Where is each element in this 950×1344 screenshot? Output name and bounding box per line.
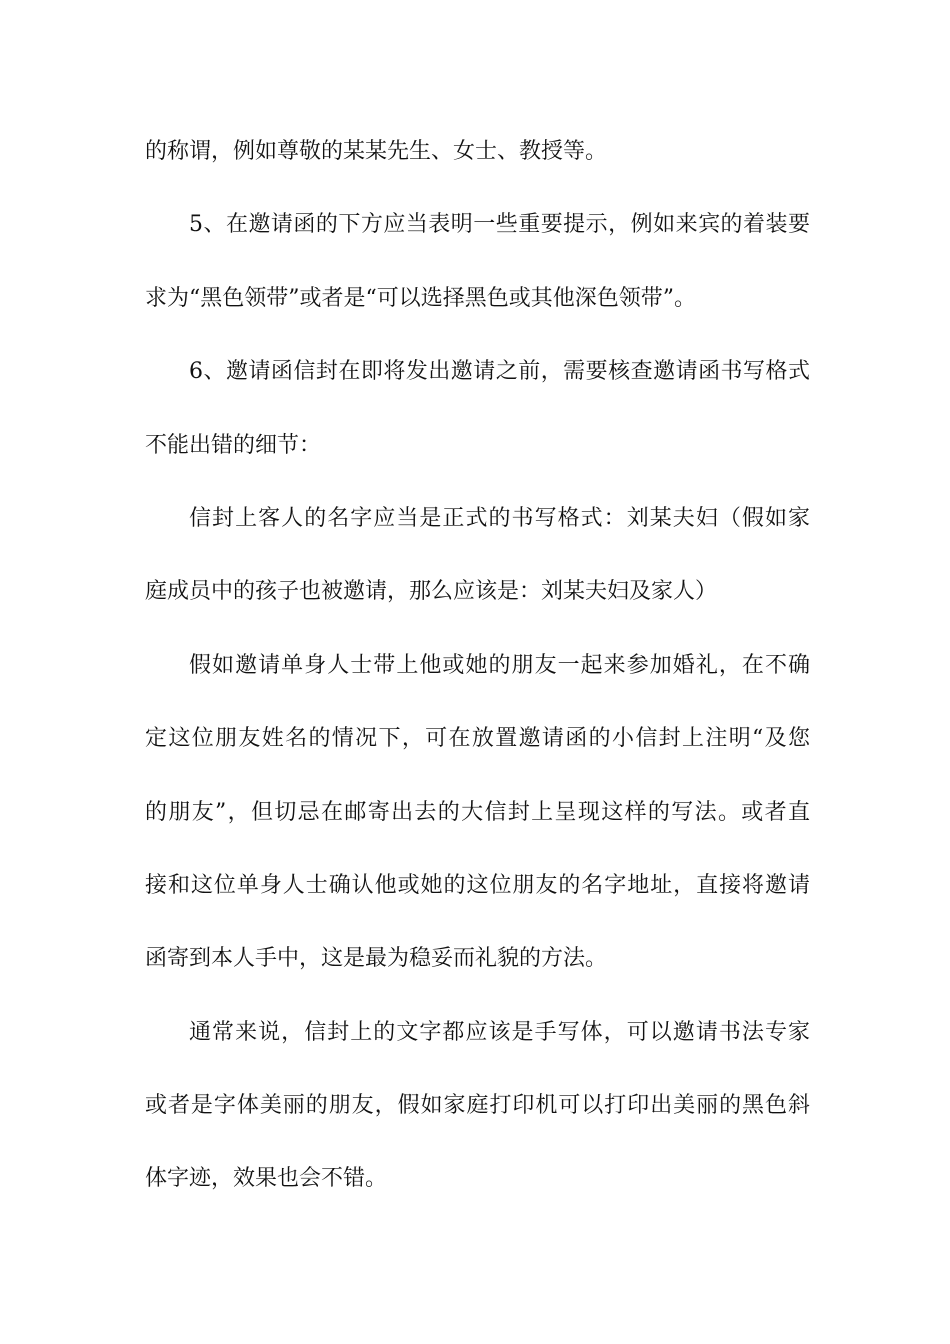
text-line: 求为“黑色领带”或者是“可以选择黑色或其他深色领带”。 bbox=[145, 285, 696, 311]
text-line: 通常来说，信封上的文字都应该是手写体，可以邀请书法专家 bbox=[189, 1019, 810, 1045]
document-body bbox=[145, 124, 810, 1225]
text-line: 接和这位单身人士确认他或她的这位朋友的名字地址，直接将邀请 bbox=[145, 872, 810, 898]
text-line: 5、在邀请函的下方应当表明一些重要提示，例如来宾的着装要 bbox=[189, 212, 810, 238]
text-line: 或者是字体美丽的朋友，假如家庭打印机可以打印出美丽的黑色斜 bbox=[145, 1093, 810, 1119]
text-line: 庭成员中的孩子也被邀请，那么应该是：刘某夫妇及家人） bbox=[145, 579, 718, 605]
text-line: 定这位朋友姓名的情况下，可在放置邀请函的小信封上注明“及您 bbox=[145, 726, 810, 752]
text-line: 体字迹，效果也会不错。 bbox=[145, 1166, 388, 1192]
text-line: 函寄到本人手中，这是最为稳妥而礼貌的方法。 bbox=[145, 946, 608, 972]
text-line: 信封上客人的名字应当是正式的书写格式：刘某夫妇（假如家 bbox=[189, 505, 810, 531]
text-line: 假如邀请单身人士带上他或她的朋友一起来参加婚礼，在不确 bbox=[189, 652, 810, 678]
text-line: 的朋友”，但切忌在邮寄出去的大信封上呈现这样的写法。或者直 bbox=[145, 799, 810, 825]
text-line: 不能出错的细节： bbox=[145, 432, 322, 458]
text-line: 6、邀请函信封在即将发出邀请之前，需要核查邀请函书写格式 bbox=[189, 359, 810, 385]
text-line: 的称谓，例如尊敬的某某先生、女士、教授等。 bbox=[145, 139, 608, 164]
